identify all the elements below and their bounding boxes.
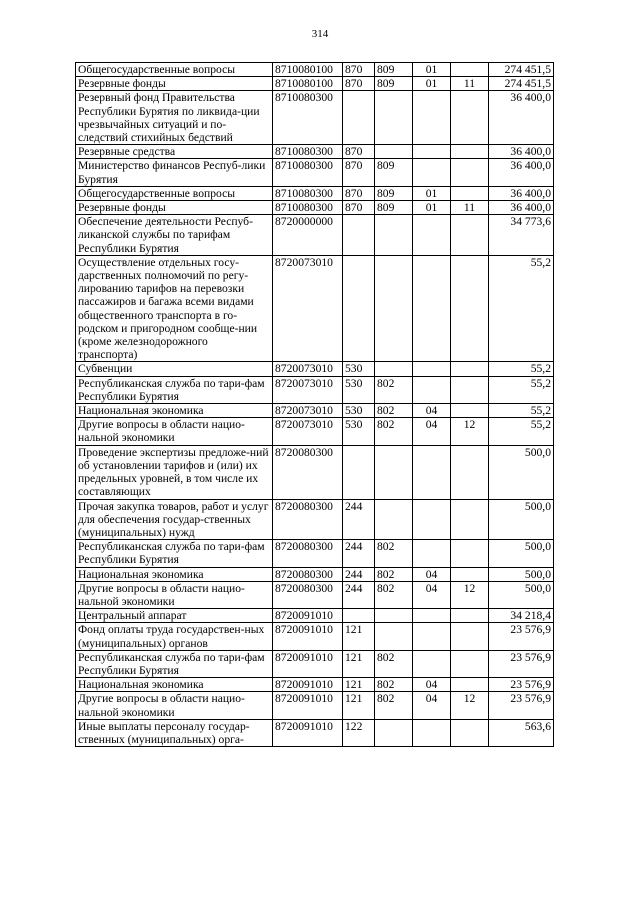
row-ministry-code: 809 — [375, 77, 413, 91]
row-expense-type: 870 — [343, 159, 375, 186]
row-ministry-code — [375, 499, 413, 540]
row-ministry-code: 802 — [375, 404, 413, 418]
row-sum: 55,2 — [489, 418, 554, 445]
row-ministry-code: 802 — [375, 581, 413, 608]
row-subsection: 12 — [451, 581, 489, 608]
row-code: 8720091010 — [273, 609, 343, 623]
row-section: 04 — [413, 581, 451, 608]
row-name: Национальная экономика — [76, 567, 273, 581]
row-section — [413, 650, 451, 677]
row-name: Республиканская служба по тари-фам Республики Бурятия — [76, 376, 273, 403]
row-subsection — [451, 499, 489, 540]
row-code: 8720091010 — [273, 650, 343, 677]
row-subsection — [451, 540, 489, 567]
row-subsection — [451, 145, 489, 159]
table-row — [76, 499, 554, 540]
row-name: Проведение экспертизы предложе-ний об установлении тарифов и (или) их предельных уровней, в том числе их составляющих — [76, 445, 273, 499]
row-ministry-code: 802 — [375, 692, 413, 719]
row-sum: 36 400,0 — [489, 201, 554, 215]
row-section — [413, 623, 451, 650]
row-name: Фонд оплаты труда государствен-ных (муниципальных) органов — [76, 623, 273, 650]
row-section — [413, 540, 451, 567]
row-subsection — [451, 567, 489, 581]
row-name: Субвенции — [76, 362, 273, 376]
row-name: Республиканская служба по тари-фам Республики Бурятия — [76, 540, 273, 567]
row-sum: 55,2 — [489, 404, 554, 418]
row-name: Резервный фонд Правительства Республики Бурятия по ликвида-ции чрезвычайных ситуаций и по-следствий стихийных бедствий — [76, 91, 273, 145]
row-code: 8710080300 — [273, 159, 343, 186]
row-section: 01 — [413, 201, 451, 215]
row-expense-type: 870 — [343, 186, 375, 200]
row-sum: 34 218,4 — [489, 609, 554, 623]
row-sum: 500,0 — [489, 581, 554, 608]
row-section: 04 — [413, 678, 451, 692]
row-sum: 23 576,9 — [489, 678, 554, 692]
row-code: 8720073010 — [273, 362, 343, 376]
row-sum: 23 576,9 — [489, 650, 554, 677]
row-code: 8720073010 — [273, 255, 343, 362]
row-sum: 500,0 — [489, 567, 554, 581]
row-code: 8720073010 — [273, 418, 343, 445]
row-expense-type: 530 — [343, 404, 375, 418]
row-subsection — [451, 215, 489, 256]
row-subsection — [451, 362, 489, 376]
row-expense-type: 530 — [343, 362, 375, 376]
table-row — [76, 692, 554, 719]
row-expense-type: 870 — [343, 201, 375, 215]
row-section — [413, 362, 451, 376]
row-subsection — [451, 445, 489, 499]
row-sum: 23 576,9 — [489, 623, 554, 650]
row-section — [413, 609, 451, 623]
table-row — [76, 581, 554, 608]
row-ministry-code — [375, 145, 413, 159]
row-sum: 55,2 — [489, 362, 554, 376]
row-subsection: 11 — [451, 201, 489, 215]
table-row — [76, 418, 554, 445]
row-section: 04 — [413, 418, 451, 445]
row-name: Министерство финансов Респуб-лики Бурятия — [76, 159, 273, 186]
row-name: Осуществление отдельных госу-дарственных полномочий по регу-лированию тарифов на перевозки пассажиров и багажа всеми видами общественного транспорта в го-родском и пригородном сообще-нии (кроме железнодорожного транспорта) — [76, 255, 273, 362]
row-subsection — [451, 623, 489, 650]
row-name: Прочая закупка товаров, работ и услуг для обеспечения государ-ственных (муниципальных) нужд — [76, 499, 273, 540]
row-name: Центральный аппарат — [76, 609, 273, 623]
row-sum: 500,0 — [489, 445, 554, 499]
row-subsection — [451, 255, 489, 362]
row-expense-type: 122 — [343, 719, 375, 746]
row-subsection — [451, 376, 489, 403]
row-sum: 563,6 — [489, 719, 554, 746]
row-expense-type — [343, 609, 375, 623]
table-row — [76, 445, 554, 499]
page-number: 314 — [311, 28, 329, 40]
row-subsection — [451, 609, 489, 623]
row-expense-type — [343, 91, 375, 145]
row-code: 8720080300 — [273, 499, 343, 540]
row-ministry-code: 802 — [375, 418, 413, 445]
row-ministry-code — [375, 609, 413, 623]
row-ministry-code: 802 — [375, 567, 413, 581]
table-row — [76, 215, 554, 256]
row-code: 8720073010 — [273, 376, 343, 403]
row-section — [413, 445, 451, 499]
row-sum: 500,0 — [489, 540, 554, 567]
row-sum: 34 773,6 — [489, 215, 554, 256]
table-row — [76, 376, 554, 403]
table-row — [76, 159, 554, 186]
row-subsection — [451, 650, 489, 677]
row-expense-type: 244 — [343, 540, 375, 567]
row-subsection — [451, 404, 489, 418]
row-sum: 274 451,5 — [489, 77, 554, 91]
row-code: 8720091010 — [273, 719, 343, 746]
row-section — [413, 91, 451, 145]
row-section — [413, 145, 451, 159]
row-expense-type: 121 — [343, 623, 375, 650]
row-expense-type: 870 — [343, 63, 375, 77]
row-sum: 500,0 — [489, 499, 554, 540]
row-name: Резервные фонды — [76, 77, 273, 91]
row-code: 8710080100 — [273, 77, 343, 91]
row-expense-type: 870 — [343, 77, 375, 91]
table-row — [76, 186, 554, 200]
row-expense-type: 121 — [343, 650, 375, 677]
row-ministry-code: 809 — [375, 186, 413, 200]
row-code: 8720091010 — [273, 623, 343, 650]
row-name: Резервные средства — [76, 145, 273, 159]
row-section — [413, 499, 451, 540]
row-name: Иные выплаты персоналу государ-ственных (муниципальных) орга- — [76, 719, 273, 746]
row-name: Другие вопросы в области нацио-нальной экономики — [76, 581, 273, 608]
table-row — [76, 678, 554, 692]
row-code: 8720080300 — [273, 567, 343, 581]
row-expense-type — [343, 255, 375, 362]
row-section — [413, 255, 451, 362]
row-expense-type — [343, 215, 375, 256]
row-sum: 55,2 — [489, 255, 554, 362]
row-ministry-code: 802 — [375, 650, 413, 677]
row-ministry-code: 802 — [375, 678, 413, 692]
row-expense-type: 121 — [343, 678, 375, 692]
row-code: 8720091010 — [273, 678, 343, 692]
row-ministry-code: 809 — [375, 159, 413, 186]
table-row — [76, 362, 554, 376]
row-sum: 36 400,0 — [489, 186, 554, 200]
row-sum: 55,2 — [489, 376, 554, 403]
row-section: 01 — [413, 77, 451, 91]
table-row — [76, 540, 554, 567]
row-code: 8710080300 — [273, 186, 343, 200]
row-code: 8720080300 — [273, 540, 343, 567]
table-row — [76, 404, 554, 418]
row-code: 8720080300 — [273, 581, 343, 608]
table-row — [76, 201, 554, 215]
row-expense-type: 244 — [343, 567, 375, 581]
table-row — [76, 609, 554, 623]
row-code: 8720000000 — [273, 215, 343, 256]
row-sum: 36 400,0 — [489, 145, 554, 159]
row-code: 8710080300 — [273, 145, 343, 159]
row-expense-type: 530 — [343, 376, 375, 403]
row-section: 01 — [413, 186, 451, 200]
row-subsection — [451, 719, 489, 746]
row-name: Резервные фонды — [76, 201, 273, 215]
row-expense-type: 121 — [343, 692, 375, 719]
row-ministry-code: 809 — [375, 201, 413, 215]
row-sum: 36 400,0 — [489, 159, 554, 186]
row-sum: 274 451,5 — [489, 63, 554, 77]
row-section: 01 — [413, 63, 451, 77]
budget-table — [75, 62, 554, 747]
row-code: 8720091010 — [273, 692, 343, 719]
row-ministry-code — [375, 91, 413, 145]
table-row — [76, 145, 554, 159]
row-subsection — [451, 186, 489, 200]
row-name: Общегосударственные вопросы — [76, 63, 273, 77]
row-name: Обеспечение деятельности Респуб-ликанской службы по тарифам Республики Бурятия — [76, 215, 273, 256]
row-sum: 36 400,0 — [489, 91, 554, 145]
row-expense-type: 244 — [343, 499, 375, 540]
row-ministry-code — [375, 445, 413, 499]
row-ministry-code: 802 — [375, 540, 413, 567]
row-section — [413, 159, 451, 186]
row-name: Национальная экономика — [76, 678, 273, 692]
row-expense-type — [343, 445, 375, 499]
row-code: 8710080300 — [273, 201, 343, 215]
row-expense-type: 530 — [343, 418, 375, 445]
table-row — [76, 91, 554, 145]
budget-table-body — [76, 63, 554, 747]
row-ministry-code — [375, 215, 413, 256]
table-row — [76, 63, 554, 77]
row-ministry-code: 802 — [375, 376, 413, 403]
row-name: Общегосударственные вопросы — [76, 186, 273, 200]
row-subsection: 12 — [451, 692, 489, 719]
row-name: Другие вопросы в области нацио-нальной экономики — [76, 418, 273, 445]
row-code: 8720080300 — [273, 445, 343, 499]
row-subsection — [451, 159, 489, 186]
row-code: 8710080300 — [273, 91, 343, 145]
row-sum: 23 576,9 — [489, 692, 554, 719]
row-ministry-code — [375, 623, 413, 650]
row-subsection — [451, 91, 489, 145]
row-subsection — [451, 678, 489, 692]
row-expense-type: 244 — [343, 581, 375, 608]
row-subsection: 12 — [451, 418, 489, 445]
row-ministry-code: 809 — [375, 63, 413, 77]
row-section: 04 — [413, 404, 451, 418]
table-row — [76, 650, 554, 677]
row-ministry-code — [375, 719, 413, 746]
row-ministry-code — [375, 255, 413, 362]
row-name: Национальная экономика — [76, 404, 273, 418]
row-code: 8710080100 — [273, 63, 343, 77]
row-ministry-code — [375, 362, 413, 376]
row-subsection: 11 — [451, 77, 489, 91]
table-row — [76, 567, 554, 581]
row-name: Республиканская служба по тари-фам Республики Бурятия — [76, 650, 273, 677]
row-section: 04 — [413, 567, 451, 581]
table-row — [76, 623, 554, 650]
row-section — [413, 215, 451, 256]
row-section — [413, 719, 451, 746]
row-name: Другие вопросы в области нацио-нальной экономики — [76, 692, 273, 719]
row-code: 8720073010 — [273, 404, 343, 418]
table-row — [76, 77, 554, 91]
row-section — [413, 376, 451, 403]
table-row — [76, 255, 554, 362]
row-subsection — [451, 63, 489, 77]
row-section: 04 — [413, 692, 451, 719]
table-row — [76, 719, 554, 746]
row-expense-type: 870 — [343, 145, 375, 159]
